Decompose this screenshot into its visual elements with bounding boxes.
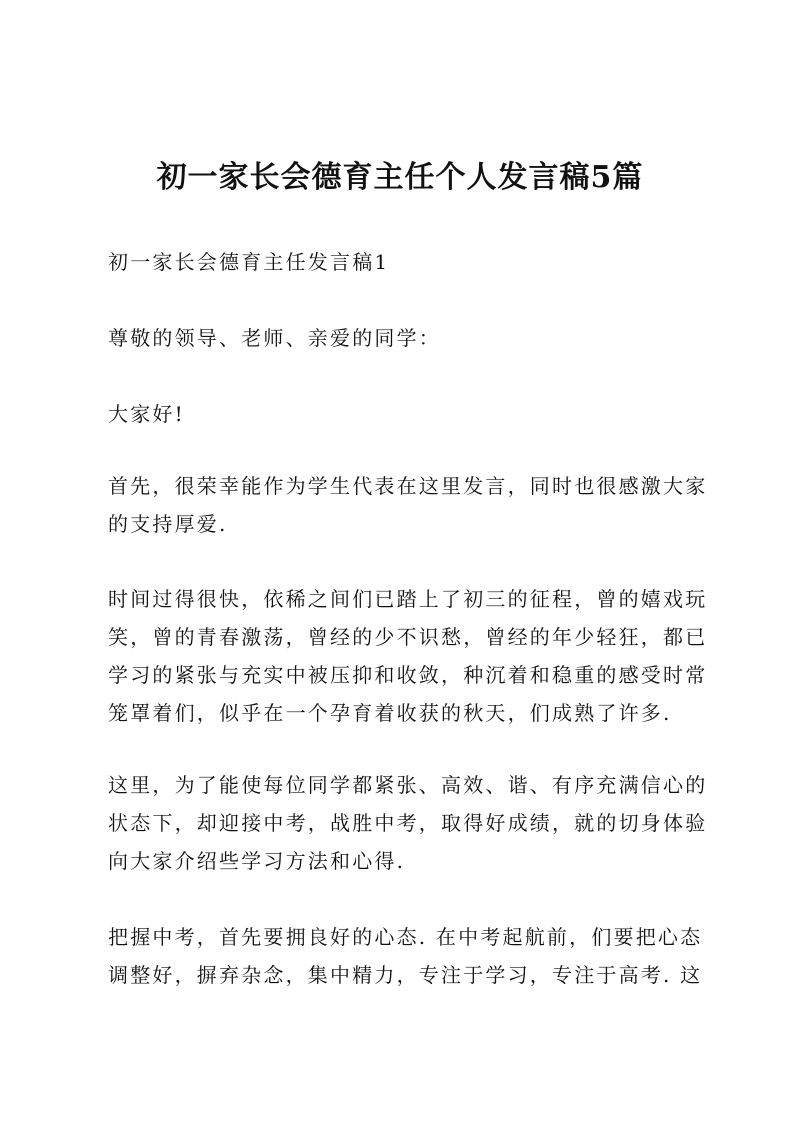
paragraph-line: 把握中考，首先要拥良好的心态. 在中考起航前，们要把心态 — [108, 925, 703, 949]
paragraph-line: 笼罩着们，似乎在一个孕育着收获的秋天，们成熟了许多. — [108, 701, 672, 725]
paragraph-line: 时间过得很快，依稀之间们已踏上了初三的征程，曾的嬉戏玩 — [108, 587, 708, 611]
paragraph-line: 首先，很荣幸能作为学生代表在这里发言，同时也很感激大家 — [108, 474, 708, 498]
paragraph-line: 学习的紧张与充实中被压抑和收敛，种沉着和稳重的感受时常 — [108, 663, 708, 687]
paragraph-line: 状态下，却迎接中考，战胜中考，取得好成绩，就的切身体验 — [108, 811, 708, 835]
salutation: 尊敬的领导、老师、亲爱的同学： — [108, 326, 441, 350]
section-heading: 初一家长会德育主任发言稿1 — [108, 250, 390, 274]
paragraph-4 — [108, 918, 703, 994]
document-title: 初一家长会德育主任个人发言稿5篇 — [156, 160, 644, 195]
paragraph-line: 笑，曾的青春激荡，曾经的少不识愁，曾经的年少轻狂，都已 — [108, 625, 708, 649]
paragraph-line: 向大家介绍些学习方法和心得. — [108, 849, 406, 873]
paragraph-3 — [108, 766, 708, 880]
paragraph-1 — [108, 467, 708, 543]
greeting: 大家好! — [108, 402, 185, 426]
paragraph-2 — [108, 580, 708, 732]
paragraph-line: 的支持厚爱. — [108, 512, 228, 536]
paragraph-line: 这里，为了能使每位同学都紧张、高效、谐、有序充满信心的 — [108, 773, 708, 797]
paragraph-line: 调整好，摒弃杂念，集中精力，专注于学习，专注于高考. 这 — [108, 963, 703, 987]
